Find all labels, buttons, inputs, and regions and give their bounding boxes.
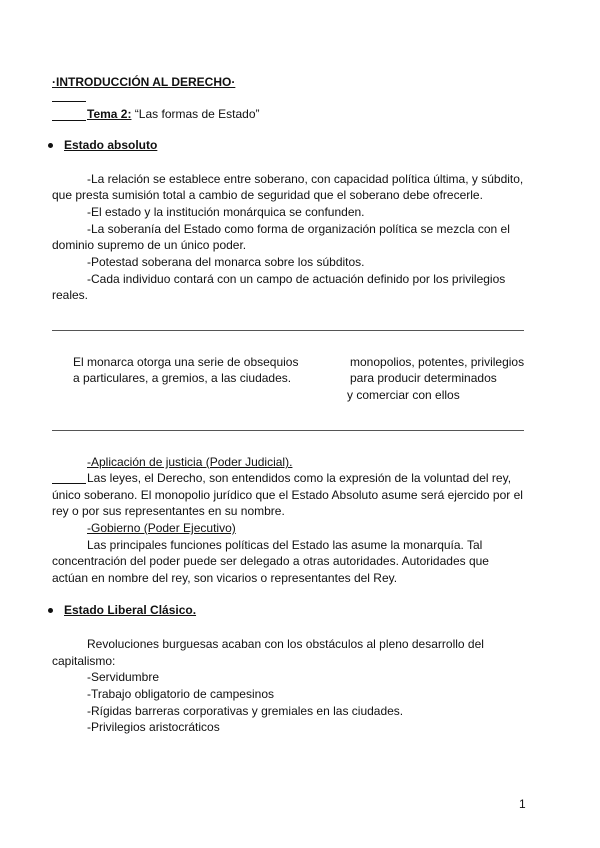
document-title: ·INTRODUCCIÓN AL DERECHO· xyxy=(52,75,236,89)
paragraph-line: capitalismo: xyxy=(52,654,116,668)
list-item: -Privilegios aristocráticos xyxy=(87,720,220,734)
paragraph-line: Las leyes, el Derecho, son entendidos como la expresión de la voluntad del rey, xyxy=(87,471,512,485)
paragraph-line: dominio supremo de un único poder. xyxy=(52,238,247,252)
blank-line xyxy=(52,101,86,102)
paragraph-line: que presta sumisión total a cambio de seguridad que el soberano debe ofrecerle. xyxy=(52,188,483,202)
tema-text: “Las formas de Estado” xyxy=(131,107,260,121)
box-right-line: para producir determinados xyxy=(350,371,497,385)
blank-line xyxy=(52,483,86,484)
paragraph-line: único soberano. El monopolio jurídico que el Estado Absoluto asume será ejercido por el xyxy=(52,488,523,502)
paragraph-line: -La relación se establece entre soberano, con capacidad política última, y súbdito, xyxy=(87,172,524,186)
box-right-line: monopolios, potentes, privilegios xyxy=(350,355,525,369)
tema-label: Tema 2: xyxy=(87,107,132,121)
section-heading-estado-liberal: Estado Liberal Clásico. xyxy=(64,603,197,617)
list-item: -Servidumbre xyxy=(87,670,160,684)
horizontal-rule xyxy=(52,330,524,331)
box-left-line: El monarca otorga una serie de obsequios xyxy=(73,355,299,369)
section-heading-estado-absoluto: Estado absoluto xyxy=(64,138,158,152)
paragraph-line: -La soberanía del Estado como forma de organización política se mezcla con el xyxy=(87,222,510,236)
paragraph-line: rey o por sus representantes en su nombre. xyxy=(52,504,285,518)
paragraph-line: concentración del poder puede ser delegado a otras autoridades. Autoridades que xyxy=(52,554,489,568)
paragraph-line: Revoluciones burguesas acaban con los obstáculos al pleno desarrollo del xyxy=(87,637,484,651)
gobierno-title: -Gobierno (Poder Ejecutivo) xyxy=(87,521,236,535)
box-left-line: a particulares, a gremios, a las ciudades. xyxy=(73,371,292,385)
paragraph-line: -Cada individuo contará con un campo de actuación definido por los privilegios xyxy=(87,272,506,286)
bullet-icon xyxy=(48,608,53,613)
paragraph-line: reales. xyxy=(52,288,89,302)
page-number: 1 xyxy=(519,797,526,811)
horizontal-rule xyxy=(52,430,524,431)
paragraph-line: -El estado y la institución monárquica se confunden. xyxy=(87,205,365,219)
justicia-title: -Aplicación de justicia (Poder Judicial). xyxy=(87,455,293,469)
paragraph-line: Las principales funciones políticas del Estado las asume la monarquía. Tal xyxy=(87,538,483,552)
list-item: -Rígidas barreras corporativas y gremiales en las ciudades. xyxy=(87,704,404,718)
paragraph-line: -Potestad soberana del monarca sobre los súbditos. xyxy=(87,255,365,269)
bullet-icon xyxy=(48,143,53,148)
list-item: -Trabajo obligatorio de campesinos xyxy=(87,687,274,701)
blank-line xyxy=(52,120,86,121)
tema-line xyxy=(87,107,260,121)
paragraph-line: actúan en nombre del rey, son vicarios o representantes del Rey. xyxy=(52,571,398,585)
box-right-line: y comerciar con ellos xyxy=(347,388,460,402)
